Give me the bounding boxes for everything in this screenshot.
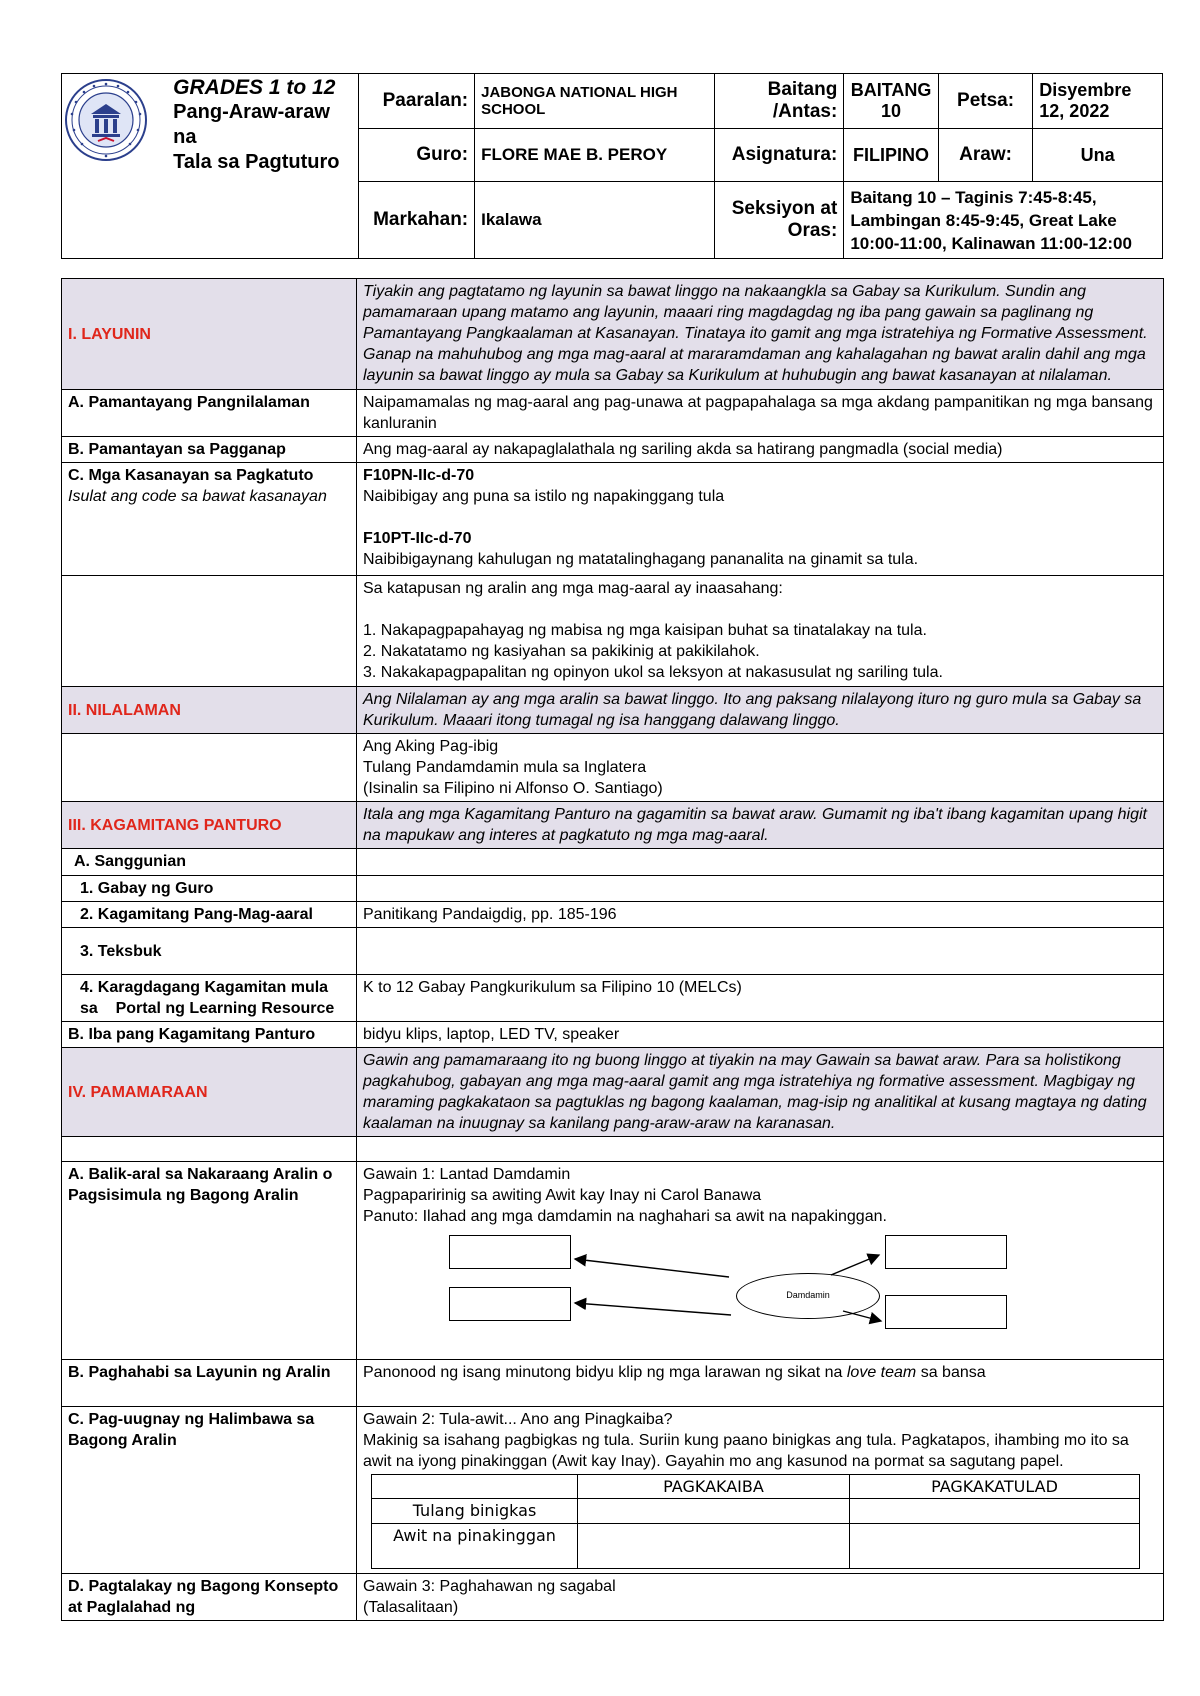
kasanayan-code-1: F10PN-IIc-d-70 [363,467,475,484]
pamantayan-pagganap-value: Ang mag-aaral ay nakapaglalathala ng sariling akda sa hatirang pangmadla (social media) [357,437,1164,463]
table-row [62,902,1164,928]
karagdagang-kagamitan-label: 4. Karagdagang Kagamitan mula sa Portal ng Learning Resource [62,975,357,1022]
baitang-value: BAITANG 10 [844,74,938,129]
pagtalakay-label: D. Pagtalakay ng Bagong Konsepto at Paglalahad ng [62,1574,357,1621]
guro-label: Guro: [358,129,474,182]
gawain-1-panuto: Panuto: Ilahad ang mga damdamin na naghahari sa awit na napakinggan. [363,1208,887,1225]
gabay-guro-label: 1. Gabay ng Guro [62,876,357,902]
nilalaman-line-2: Tulang Pandamdamin mula sa Inglatera [363,759,647,776]
table-row [62,734,1164,802]
objectives-cell [357,576,1164,687]
gawain-1-title: Gawain 1: Lantad Damdamin [363,1166,571,1183]
lesson-plan-table [61,278,1164,1621]
markahan-label: Markahan: [358,182,474,259]
table-row [62,849,1164,876]
gawain-1-desc: Pagpaparirinig sa awiting Awit kay Inay ni Carol Banawa [363,1187,762,1204]
kasanayan-code-2: F10PT-IIc-d-70 [363,530,472,547]
nilalaman-line-3: (Isinalin sa Filipino ni Alfonso O. Santiago) [363,780,663,797]
layunin-row [62,279,1164,390]
seal-cell [62,74,170,259]
table-row [62,390,1164,437]
title-line-2: Pang-Araw-araw [173,101,330,123]
nilalaman-guide: Ang Nilalaman ay ang mga aralin sa bawat linggo. Ito ang paksang nilalayong ituro ng guro mula sa Gabay sa Kurikulum. Maaari itong tumagal ng isa hanggang dalawang linggo. [357,687,1164,734]
table-row [62,576,1164,687]
baitang-label: Baitang /Antas: [714,74,844,129]
asignatura-value: FILIPINO [844,129,938,182]
karagdagang-kagamitan-value: K to 12 Gabay Pangkurikulum sa Filipino 10 (MELCs) [357,975,1164,1022]
title-line-3: na [173,126,197,148]
paghahabi-text-post: sa bansa [916,1364,986,1381]
pagtalakay-cell [357,1574,1164,1621]
title-grades: GRADES 1 to 12 [173,76,336,99]
paghahabi-text-em: love team [846,1364,917,1381]
balik-aral-label: A. Balik-aral sa Nakaraang Aralin o Pagsisimula ng Bagong Aralin [62,1162,357,1360]
table-row [62,463,1164,576]
balik-aral-cell [357,1162,1164,1360]
paghahabi-cell [357,1360,1164,1407]
nilalaman-label: II. NILALAMAN [62,687,357,734]
table-row [62,1360,1164,1407]
paaralan-label: Paaralan: [358,74,474,129]
kasanayan-desc-1: Naibibigay ang puna sa istilo ng napakinggang tula [363,488,725,505]
diagram-box-bottom-left [449,1287,571,1321]
nilalaman-line-1: Ang Aking Pag-ibig [363,738,499,755]
kasanayan-sublabel: Isulat ang code sa bawat kasanayan [68,488,327,505]
pag-uugnay-cell [357,1407,1164,1574]
petsa-label: Petsa: [938,74,1032,129]
kasanayan-value-cell [357,463,1164,576]
objective-3: 3. Nakakapagpapalitan ng opinyon ukol sa leksyon at nakasusulat ng sariling tula. [363,664,943,681]
araw-label: Araw: [938,129,1032,182]
sanggunian-label: A. Sanggunian [62,849,357,876]
markahan-value: Ikalawa [475,182,715,259]
kasanayan-desc-2: Naibibigaynang kahulugan ng matatalinghagang pananalita na ginamit sa tula. [363,551,919,568]
pamamaraan-row [62,1048,1164,1137]
title-cell [169,74,358,259]
petsa-value: Disyembre 12, 2022 [1033,74,1163,129]
araw-value: Una [1033,129,1163,182]
kasanayan-label-cell [62,463,357,576]
paghahabi-text-pre: Panonood ng isang minutong bidyu klip ng mga larawan ng sikat na [363,1364,847,1381]
diagram-box-top-left [449,1235,571,1269]
comparison-header-pagkakaiba: PAGKAKAIBA [578,1475,850,1499]
paghahabi-label: B. Paghahabi sa Layunin ng Aralin [62,1360,357,1407]
table-row [62,928,1164,975]
table-row [62,876,1164,902]
asignatura-label: Asignatura: [714,129,844,182]
kagamitan-guide: Itala ang mga Kagamitang Panturo na gagamitin sa bawat araw. Gumamit ng iba't ibang kagamitan upang higit na mapukaw ang interes at pagkatuto ng mga mag-aaral. [357,802,1164,849]
kagamitan-row [62,802,1164,849]
gawain-3-title: Gawain 3: Paghahawan ng sagabal [363,1578,616,1595]
table-row [62,1022,1164,1048]
damdamin-diagram [449,1233,969,1353]
diagram-center-ellipse: Damdamin [736,1273,880,1319]
gawain-2-title: Gawain 2: Tula-awit... Ano ang Pinagkaiba? [363,1411,673,1428]
paaralan-value: JABONGA NATIONAL HIGH SCHOOL [475,74,715,129]
layunin-label: I. LAYUNIN [62,279,357,390]
comparison-row-awit: Awit na pinakinggan [372,1524,578,1569]
pamantayang-pangnilalaman-label: A. Pamantayang Pangnilalaman [62,390,357,437]
objectives-intro: Sa katapusan ng aralin ang mga mag-aaral ay inaasahang: [363,580,783,597]
guro-value: FLORE MAE B. PEROY [475,129,715,182]
pamamaraan-label: IV. PAMAMARAAN [62,1048,357,1137]
gawain-3-desc: (Talasalitaan) [363,1599,459,1616]
diagram-box-bottom-right [885,1295,1007,1329]
table-row [62,1137,1164,1162]
kagamitang-mag-aaral-label: 2. Kagamitang Pang-Mag-aaral [62,902,357,928]
table-row [62,1407,1164,1574]
kagamitang-mag-aaral-value: Panitikang Pandaigdig, pp. 185-196 [357,902,1164,928]
kasanayan-label: C. Mga Kasanayan sa Pagkatuto [68,467,314,484]
iba-pang-kagamitan-value: bidyu klips, laptop, LED TV, speaker [357,1022,1164,1048]
nilalaman-row [62,687,1164,734]
objective-2: 2. Nakatatamo ng kasiyahan sa pakikinig at pakikilahok. [363,643,760,660]
table-row [62,1162,1164,1360]
gawain-2-desc: Makinig sa isahang pagbigkas ng tula. Suriin kung paano binigkas ang tula. Pagkatapos, ihambing mo ito sa awit na iyong pinakinggan (Awit kay Inay). Gayahin mo ang kasunod na pormat sa sagutang papel. [363,1432,1129,1470]
table-row [62,975,1164,1022]
table-row [62,1574,1164,1621]
pamamaraan-guide: Gawin ang pamamaraang ito ng buong linggo at tiyakin na may Gawain sa bawat araw. Para sa holistikong pagkahubog, gabayan ang mga mag-aaral gamit ang mga istratehiya ng formative assessment. Magbigay ng maraming pagkakataon sa pagtuklas ng bagong kaalaman, mag-isip ng analitikal at kusang magtaya ng dating kaalaman na inuugnay sa kanilang pang-araw-araw na karanasan. [357,1048,1164,1137]
pamantayan-pagganap-label: B. Pamantayan sa Pagganap [62,437,357,463]
pamantayang-pangnilalaman-value: Naipamamalas ng mag-aaral ang pag-unawa at pagpapahalaga sa mga akdang pampanitikan ng mga bansang kanluranin [357,390,1164,437]
objective-1: 1. Nakapagpapahayag ng mabisa ng mga kaisipan buhat sa tinatalakay na tula. [363,622,927,639]
header-table [61,73,1163,259]
title-line-4: Tala sa Pagtuturo [173,151,340,173]
diagram-box-top-right [885,1235,1007,1269]
layunin-guide: Tiyakin ang pagtatamo ng layunin sa bawat linggo na nakaangkla sa Gabay sa Kurikulum. Sundin ang pamamaraan upang matamo ang layunin, maaari ring magdagdag ng iba pang gawain sa paglinang ng Pamantayang Pangkaalaman at Kasanayan. Tinataya ito gamit ang mga istratehiya ng Formative Assessment. Ganap na mahuhubog ang mga mag-aaral at mararamdaman ang kahalagahan ng bawat aralin dahil ang mga layunin sa bawat linggo ay mula sa Gabay sa Kurikulum at huhubugin ang bawat kasanayan at nilalaman. [357,279,1164,390]
teksbuk-label: 3. Teksbuk [62,928,357,975]
deped-seal-icon [64,78,148,162]
pag-uugnay-label: C. Pag-uugnay ng Halimbawa sa Bagong Aralin [62,1407,357,1574]
nilalaman-value-cell [357,734,1164,802]
iba-pang-kagamitan-label: B. Iba pang Kagamitang Panturo [62,1022,357,1048]
kagamitan-label: III. KAGAMITANG PANTURO [62,802,357,849]
seksiyon-label: Seksiyon at Oras: [714,182,844,259]
table-row [62,437,1164,463]
comparison-header-pagkakatulad: PAGKAKATULAD [850,1475,1140,1499]
comparison-row-tulang-binigkas: Tulang binigkas [372,1499,578,1524]
seksiyon-value: Baitang 10 – Taginis 7:45-8:45, Lambingan 8:45-9:45, Great Lake 10:00-11:00, Kalinawan 11:00-12:00 [844,182,1163,259]
comparison-table [371,1474,1140,1569]
